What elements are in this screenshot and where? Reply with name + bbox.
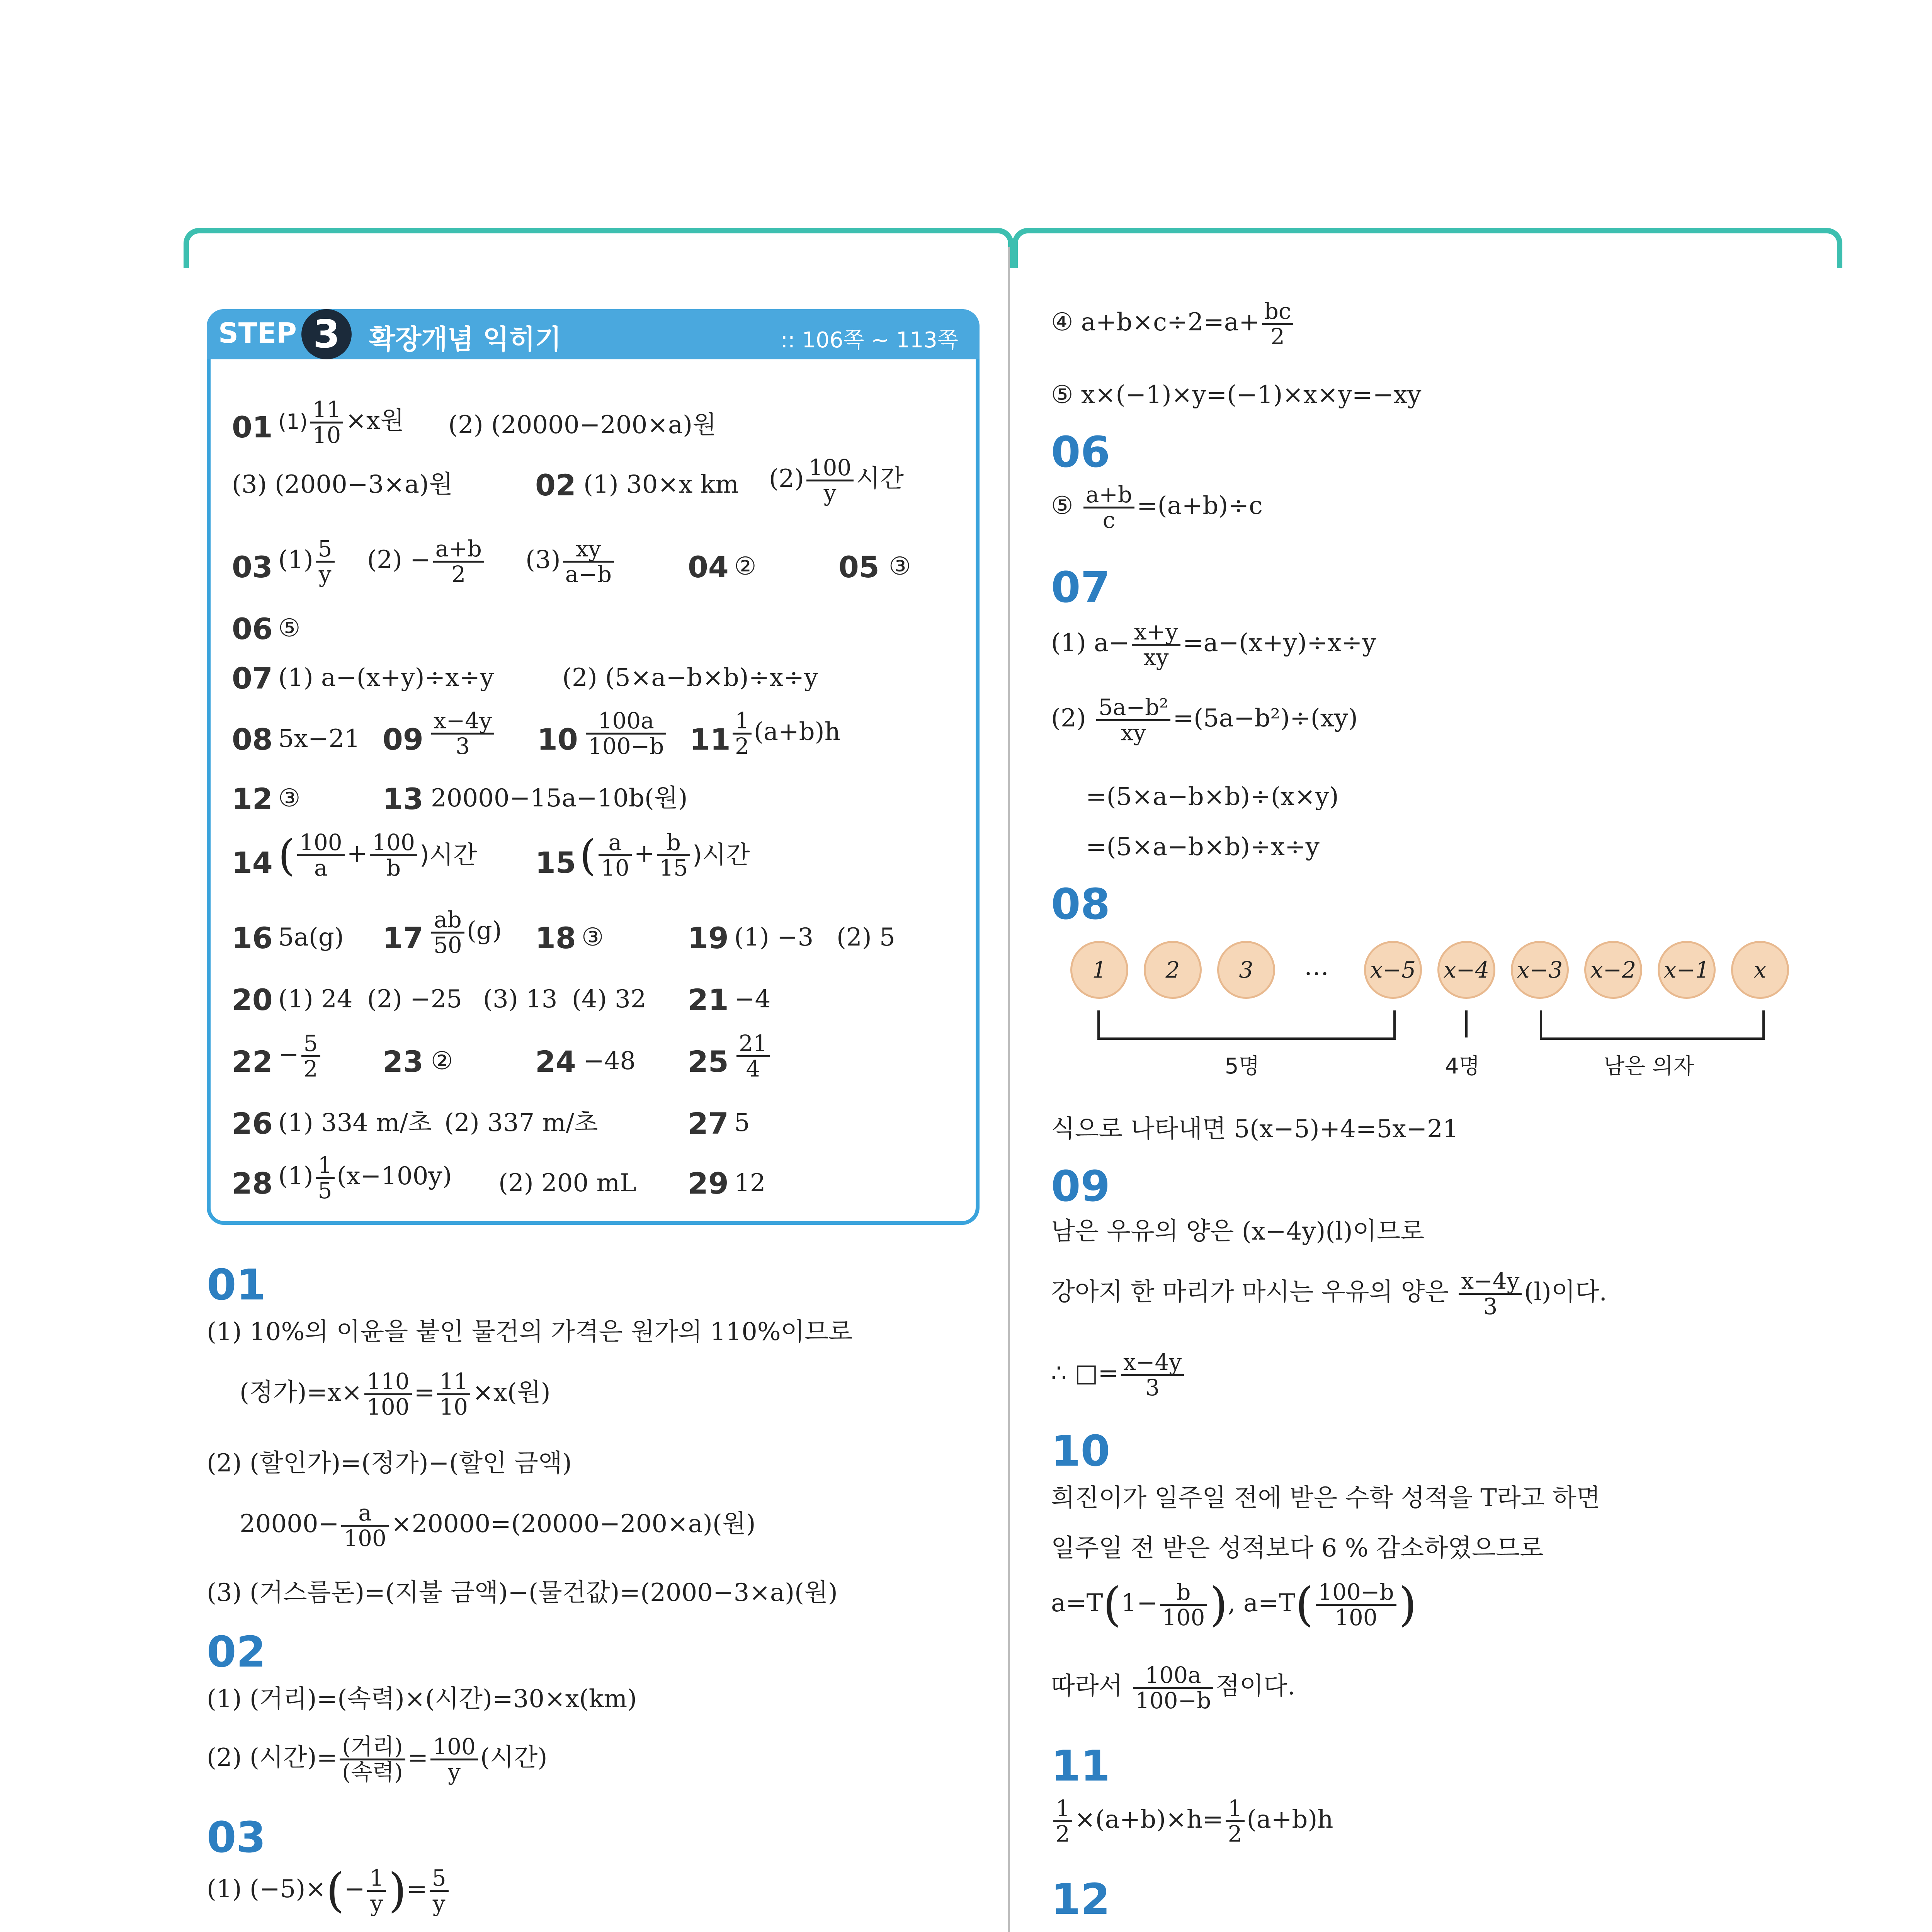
answer-line: ②	[431, 1047, 453, 1075]
answer-num: 05	[838, 550, 879, 584]
section-heading: 12	[1051, 1874, 1111, 1924]
solution-line: 식으로 나타내면 5(x−5)+4=5x−21	[1051, 1115, 1459, 1143]
answer-num: 13	[383, 782, 423, 816]
answer-line: (2) $\frac{100}{y}$ 시간	[769, 454, 904, 506]
answer-num: 29	[688, 1166, 729, 1201]
answer-line: $\frac{1}{2}$ (a+b)h	[730, 709, 840, 758]
answer-line: (1) 334 m/초	[278, 1109, 432, 1137]
answer-num: 17	[383, 921, 423, 955]
solution-line: ⑤ $\frac{a+b}{c}$ =(a+b)÷c	[1051, 481, 1263, 533]
solution-line: (2) (할인가)=(정가)−(할인 금액)	[207, 1449, 572, 1478]
seat: x−1	[1658, 941, 1716, 999]
answer-num: 14	[232, 845, 273, 880]
section-heading: 08	[1051, 879, 1111, 929]
step-title: 확장개념 익히기	[369, 323, 561, 355]
answer-num: 07	[232, 661, 273, 696]
bracket-label: 4명	[1445, 1054, 1480, 1079]
solution-line: 희진이가 일주일 전에 받은 수학 성적을 T라고 하면	[1051, 1484, 1600, 1512]
solution-line: (1) 10%의 이윤을 붙인 물건의 가격은 원가의 110%이므로	[207, 1318, 853, 1346]
answer-num: 22	[232, 1044, 273, 1079]
answer-line: (1) 24	[278, 985, 353, 1014]
answer-num: 24	[535, 1044, 576, 1079]
seat: 2	[1144, 941, 1202, 999]
step-header	[207, 309, 980, 359]
answer-num: 02	[535, 468, 576, 502]
answer-num: 11	[690, 722, 731, 757]
answer-line: (3) $\frac{xy}{a-b}$	[526, 537, 616, 586]
solution-line: =(5×a−b×b)÷x÷y	[1086, 833, 1320, 861]
answer-line: (1) 30×x km	[583, 470, 739, 499]
answer-num: 03	[232, 550, 273, 584]
solution-line: a=T(1− $\frac{b}{100}$ ), a=T( $\frac{100-b}{100}$ )	[1051, 1578, 1417, 1632]
section-heading: 11	[1051, 1741, 1111, 1791]
solution-line: (정가)=x× $\frac{110}{100}$ = $\frac{11}{10}$ ×x(원)	[240, 1368, 551, 1420]
answer-line: ( $\frac{100}{a}$ + $\frac{100}{b}$ )시간	[278, 829, 477, 881]
answer-num: 26	[232, 1106, 273, 1141]
answer-line: ③	[889, 552, 911, 581]
step-word: STEP	[218, 317, 297, 349]
answer-num: 04	[688, 550, 729, 584]
section-heading: 02	[207, 1627, 266, 1677]
seat: x−3	[1511, 941, 1569, 999]
answer-line: 20000−15a−10b(원)	[431, 784, 688, 813]
answer-line: (2) − $\frac{a+b}{2}$	[367, 537, 486, 586]
section-heading: 10	[1051, 1426, 1111, 1476]
step-number: 3	[301, 309, 352, 359]
answer-num: 27	[688, 1106, 729, 1141]
bracket-label: 남은 의자	[1604, 1054, 1694, 1079]
bracket-label: 5명	[1225, 1054, 1260, 1079]
answer-line: (2) −25	[367, 985, 463, 1014]
answer-line: $\frac{100a}{100-b}$	[583, 709, 668, 758]
answer-line: ③	[278, 784, 301, 813]
solution-line: (1) (−5)×(− $\frac{1}{y}$ )= $\frac{5}{y}$	[207, 1866, 451, 1915]
section-heading: 09	[1051, 1162, 1111, 1211]
bracket-remaining	[1540, 1010, 1765, 1040]
answer-line: 5a(g)	[278, 923, 344, 952]
seat: 3	[1217, 941, 1275, 999]
top-rule-right	[1012, 228, 1842, 268]
solution-line: ⑤ x×(−1)×y=(−1)×x×y=−xy	[1051, 381, 1422, 409]
bracket-4	[1465, 1010, 1468, 1037]
answer-num: 16	[232, 921, 273, 955]
solution-line: 남은 우유의 양은 (x−4y)(l)이므로	[1051, 1217, 1425, 1246]
solution-line: 강아지 한 마리가 마시는 우유의 양은 $\frac{x-4y}{3}$ (l)이다.	[1051, 1268, 1607, 1320]
solution-line: ④ a+b×c÷2=a+ $\frac{bc}{2}$	[1051, 299, 1296, 349]
answer-num: 28	[232, 1166, 273, 1201]
answer-line: (3) (2000−3×a)원	[232, 470, 453, 499]
top-rule-left	[184, 228, 1014, 268]
solution-line: 따라서 $\frac{100a}{100-b}$ 점이다.	[1051, 1662, 1296, 1714]
answer-num: 10	[537, 722, 578, 757]
solution-line: $\frac{1}{2}$ ×(a+b)×h= $\frac{1}{2}$ (a+b)h	[1051, 1797, 1333, 1846]
answer-num: 08	[232, 722, 273, 757]
answer-line: ②	[734, 552, 757, 581]
answer-num: 21	[688, 983, 729, 1017]
solution-line: ∴ □= $\frac{x-4y}{3}$	[1051, 1350, 1186, 1400]
answer-line: ⑤	[278, 614, 301, 643]
bracket-5	[1097, 1010, 1396, 1040]
solution-line: (2) (시간)= $\frac{\text{(거리)}}{\text{(속력)}}$ = $\frac{100}{y}$ (시간)	[207, 1733, 548, 1785]
seat: 1	[1070, 941, 1128, 999]
answer-line: 5x−21	[278, 724, 360, 753]
page-range: :: 106쪽 ~ 113쪽	[780, 328, 958, 353]
answer-line: (2) 5	[837, 923, 895, 952]
answer-line: −48	[583, 1047, 636, 1075]
section-heading: 03	[207, 1813, 266, 1862]
answer-line: (4) 32	[572, 985, 646, 1014]
answer-line: ( $\frac{a}{10}$ + $\frac{b}{15}$ )시간	[580, 829, 750, 881]
answer-num: 09	[383, 722, 423, 757]
solution-line: (2) $\frac{\text{5a−b²}}{xy}$ =(5a−b²)÷(xy)	[1051, 694, 1358, 746]
answer-line: (3) 13	[483, 985, 558, 1014]
answer-line: (1) a−(x+y)÷x÷y	[278, 663, 494, 692]
ellipsis: …	[1304, 952, 1329, 981]
seat: x−5	[1364, 941, 1422, 999]
answer-num: 20	[232, 983, 273, 1017]
seat: x−2	[1584, 941, 1642, 999]
answer-line: (1) $\frac{11}{10}$ ×x원	[278, 396, 404, 448]
answer-line: $\frac{21}{4}$	[734, 1032, 772, 1081]
answer-line: (1) −3	[734, 923, 814, 952]
answer-num: 12	[232, 782, 273, 816]
seat: x−4	[1437, 941, 1495, 999]
answer-line: − $\frac{5}{2}$	[278, 1032, 323, 1081]
solution-line: (1) a− $\frac{x+y}{xy}$ =a−(x+y)÷x÷y	[1051, 619, 1376, 670]
answer-line: −4	[734, 985, 771, 1014]
solution-line: =(5×a−b×b)÷(x×y)	[1086, 782, 1339, 811]
answer-line: $\frac{x-4y}{3}$	[429, 709, 497, 758]
section-heading: 06	[1051, 427, 1111, 477]
answer-num: 18	[535, 921, 576, 955]
answer-num: 01	[232, 410, 273, 444]
solution-line: (3) (거스름돈)=(지불 금액)−(물건값)=(2000−3×a)(원)	[207, 1578, 838, 1607]
solution-line: 일주일 전 받은 성적보다 6 % 감소하였으므로	[1051, 1534, 1544, 1563]
answer-line: (1) $\frac{5}{y}$	[278, 537, 337, 586]
column-divider	[1008, 247, 1010, 1932]
answer-line: (2) 337 m/초	[444, 1109, 598, 1137]
answer-line: (2) (20000−200×a)원	[448, 411, 716, 439]
answer-line: (2) 200 mL	[498, 1169, 636, 1197]
answer-num: 23	[383, 1044, 423, 1079]
answer-line: 5	[734, 1109, 750, 1137]
answer-line: (2) (5×a−b×b)÷x÷y	[562, 663, 818, 692]
answer-line: (1) $\frac{1}{5}$ (x−100y)	[278, 1152, 452, 1204]
answer-line: 12	[734, 1169, 766, 1197]
answer-num: 06	[232, 612, 273, 646]
section-heading: 01	[207, 1260, 266, 1310]
answer-num: 19	[688, 921, 729, 955]
answer-num: 25	[688, 1044, 729, 1079]
answer-num: 15	[535, 845, 576, 880]
seat: x	[1731, 941, 1789, 999]
solution-line: (1) (거리)=(속력)×(시간)=30×x(km)	[207, 1685, 637, 1713]
solution-line: 20000− $\frac{a}{100}$ ×20000=(20000−200×a)(원)	[240, 1500, 756, 1551]
answer-line: ③	[582, 923, 604, 952]
answer-line: $\frac{ab}{50}$ (g)	[429, 908, 502, 957]
section-heading: 07	[1051, 563, 1111, 612]
